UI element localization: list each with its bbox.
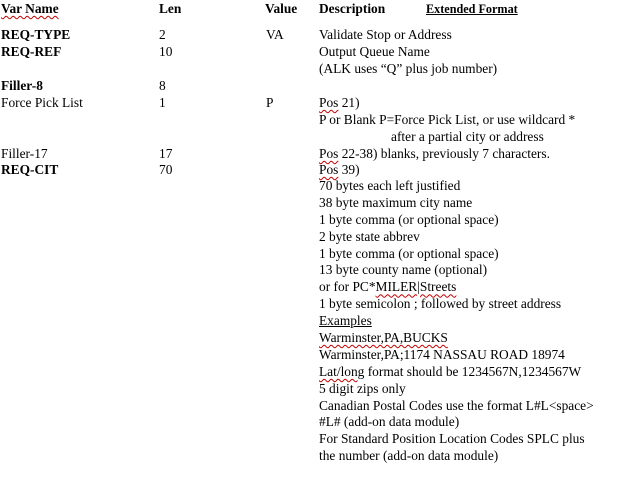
pos-word: Pos xyxy=(319,162,339,177)
field-len-filler-8: 8 xyxy=(159,78,166,93)
cit-line: For Standard Position Location Codes SPLC plus xyxy=(319,431,585,447)
header-value: Value xyxy=(265,1,298,16)
force-pick-line-2: after a partial city or address xyxy=(391,129,544,144)
examples-heading: Examples xyxy=(319,313,372,329)
field-value-req-type: VA xyxy=(266,27,284,42)
field-name-req-type: REQ-TYPE xyxy=(1,27,71,42)
header-len: Len xyxy=(159,1,182,16)
field-desc-req-type: Validate Stop or Address xyxy=(319,27,452,42)
field-name-req-ref: REQ-REF xyxy=(1,44,62,59)
field-desc-filler-17 xyxy=(319,145,550,162)
pos-range: 21) xyxy=(338,95,360,110)
pos-word: Pos xyxy=(319,146,339,161)
pos-range: 22-38) blanks, previously 7 characters. xyxy=(338,146,550,161)
cit-line: Canadian Postal Codes use the format L#L<space> xyxy=(319,397,594,413)
field-len-force-pick-list: 1 xyxy=(159,95,166,110)
cit-line: 38 byte maximum city name xyxy=(319,194,473,210)
field-len-req-ref: 10 xyxy=(159,44,173,59)
field-name-req-cit: REQ-CIT xyxy=(1,162,59,177)
pos-word: Pos xyxy=(319,95,339,110)
field-value-force-pick-list: P xyxy=(266,95,274,110)
field-desc2-req-ref: (ALK uses “Q” plus job number) xyxy=(319,61,498,76)
cit-line: 1 byte semicolon ; followed by street address xyxy=(319,296,562,312)
header-extended-format: Extended Format xyxy=(426,2,518,16)
cit-line: 70 bytes each left justified xyxy=(319,178,461,193)
cit-line: 2 byte state abbrev xyxy=(319,228,420,244)
field-desc-req-ref: Output Queue Name xyxy=(319,44,430,59)
pos-range: 39) xyxy=(338,162,360,177)
latlong-rest: format should be 1234567N,1234567W xyxy=(364,363,582,379)
req-cit-description xyxy=(319,178,594,465)
cit-line-prefix: or for PC* xyxy=(319,279,376,295)
field-name-filler-17: Filler-17 xyxy=(1,146,48,161)
field-len-filler-17: 17 xyxy=(159,146,173,161)
example-street-address: Warminster,PA;1174 NASSAU ROAD 18974 xyxy=(319,346,565,362)
cit-line: 1 byte comma (or optional space) xyxy=(319,211,499,227)
field-desc-req-cit xyxy=(319,161,360,178)
cit-line: the number (add-on data module) xyxy=(319,448,499,464)
field-name-force-pick-list: Force Pick List xyxy=(1,95,83,110)
cit-line xyxy=(319,364,594,381)
header-description: Description xyxy=(319,1,386,16)
latlong-term: Lat/long xyxy=(319,363,365,379)
miler-streets-term: MILER|Streets xyxy=(375,279,457,295)
field-desc-force-pick-list xyxy=(319,94,360,111)
cit-line: 1 byte comma (or optional space) xyxy=(319,245,499,261)
header-var-name: Var Name xyxy=(1,1,59,16)
field-len-req-type: 2 xyxy=(159,27,166,42)
cit-line: #L# (add-on data module) xyxy=(319,414,460,430)
force-pick-line-1: P or Blank P=Force Pick List, or use wildcard * xyxy=(319,112,576,127)
field-name-filler-8: Filler-8 xyxy=(1,78,43,93)
cit-line: 13 byte county name (optional) xyxy=(319,262,488,278)
cit-line: 5 digit zips only xyxy=(319,380,406,396)
field-len-req-cit: 70 xyxy=(159,162,173,177)
cit-line xyxy=(319,279,594,296)
example-city-county: Warminster,PA,BUCKS xyxy=(319,330,448,346)
